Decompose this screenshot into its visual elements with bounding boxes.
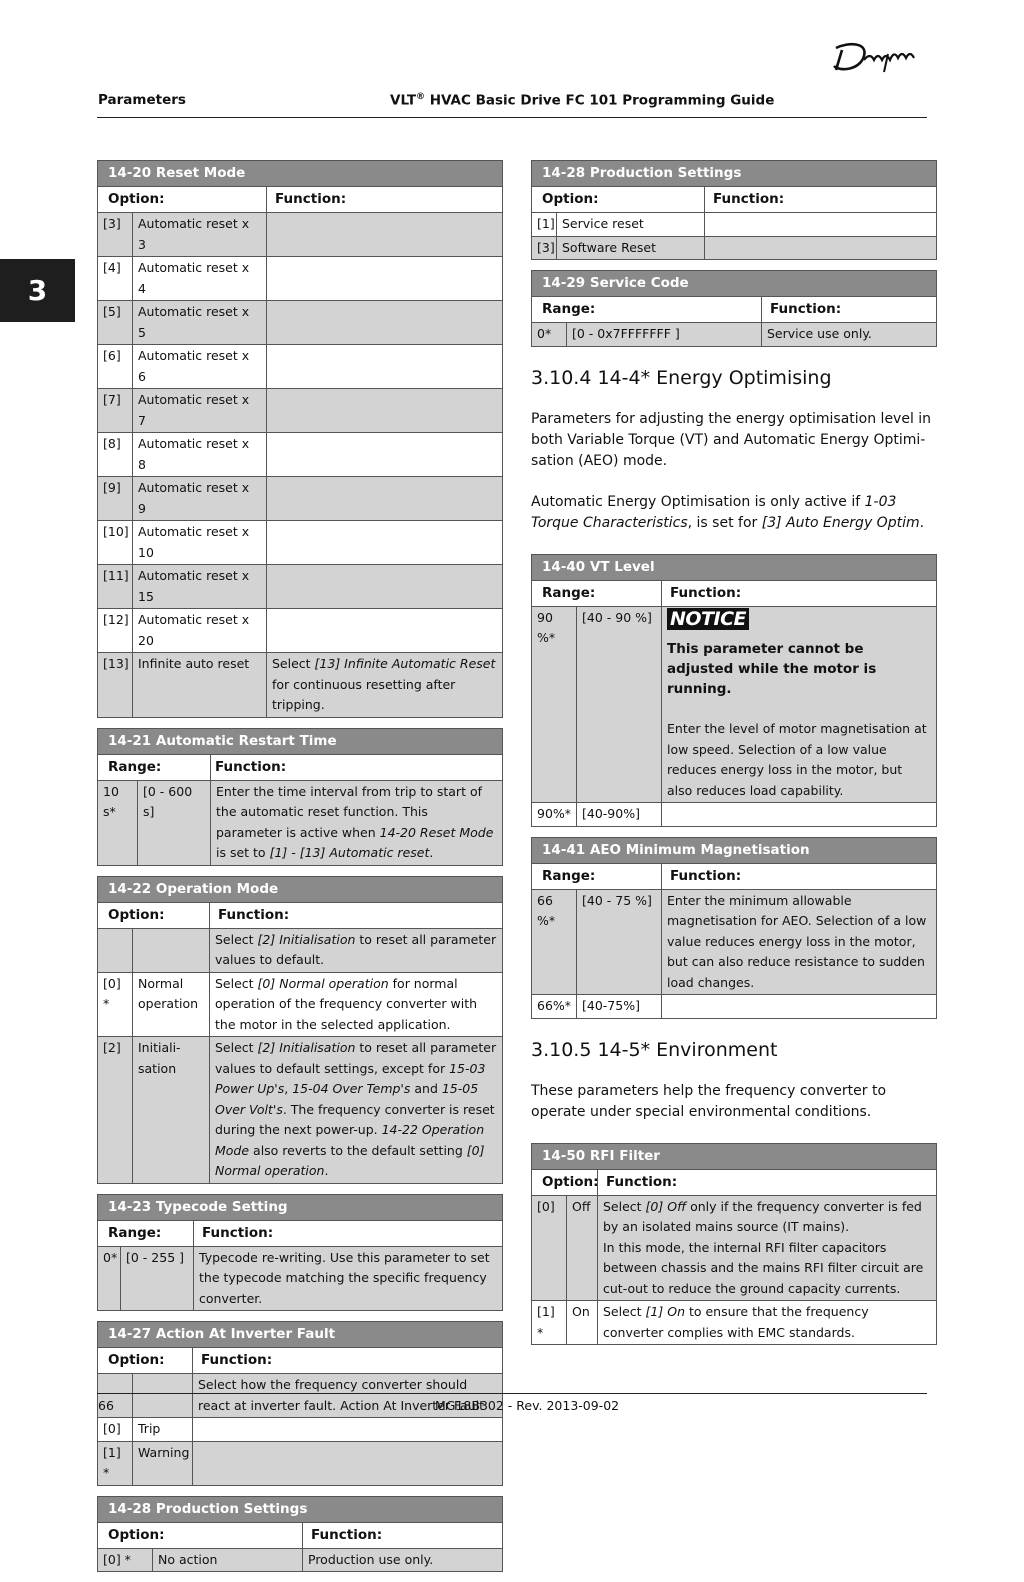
table-14-28-production-settings-cont [531,160,937,260]
col-header-function: Function: [193,1348,503,1374]
option-label: Automatic reset x 3 [133,213,267,257]
header-rule [97,117,927,118]
option-function: Select [0] Normal operation for normal operation of the frequency converter with the motor in the selected application. [210,972,503,1037]
option-code: [1] * [98,1441,133,1485]
paragraph: Parameters for adjusting the energy optimisation level in both Variable Torque (VT) and Automatic Energy Optimi-sation (AEO) mode. [531,410,932,469]
col-header-option: Option: [532,187,705,213]
table-title: 14-41 AEO Minimum Magnetisation [532,837,937,863]
option-label: Software Reset [557,236,705,260]
col-header-function: Function: [662,580,937,606]
option-code: [0] * [98,972,133,1037]
range-value: [0 - 600 s] [138,780,211,865]
col-header-option: Option: [98,187,267,213]
table-14-29-service-code [531,270,937,347]
option-label: No action [153,1548,303,1572]
col-header-range: Range: [98,754,211,780]
option-label: Automatic reset x 15 [133,565,267,609]
option-function: Production use only. [303,1548,503,1572]
range-default: 90 %* [532,606,577,803]
table-14-28-production-settings [97,1496,503,1573]
col-header-function: Function: [762,297,937,323]
function-description: Enter the level of motor magnetisation at low speed. Selection of a low value reduces energy loss in the motor, but also reduces load capability. [667,721,927,798]
option-label: Automatic reset x 20 [133,609,267,653]
table-title: 14-21 Automatic Restart Time [98,728,503,754]
range-default: 66%* [532,995,577,1019]
option-function: Select [1] On to ensure that the frequency converter complies with EMC standards. [598,1301,937,1345]
footer-rule [97,1393,927,1394]
col-header-function: Function: [211,754,503,780]
option-function: Select [0] Off only if the frequency converter is fed by an isolated mains source (IT mains). In this mode, the internal RFI filter capacitors between chassis and the mains RFI filter circuit are cut-out to reduce the ground capacity currents. [598,1195,937,1301]
table-14-23-typecode-setting [97,1194,503,1312]
right-column [531,160,937,1355]
section-heading-3-10-4: 3.10.4 14-4* Energy Optimising [531,366,832,389]
table-title: 14-23 Typecode Setting [98,1194,503,1220]
option-code: [5] [98,301,133,345]
table-title: 14-50 RFI Filter [532,1143,937,1169]
col-header-function: Function: [267,187,503,213]
option-code: [0] * [98,1548,153,1572]
table-title: 14-40 VT Level [532,554,937,580]
table-14-20-reset-mode [97,160,503,718]
range-default: 0* [98,1246,121,1311]
col-header-function: Function: [210,902,503,928]
header-title: VLT® HVAC Basic Drive FC 101 Programming Guide [390,92,775,109]
range-function [662,606,937,803]
range-default: 10 s* [98,780,138,865]
option-function: Select [2] Initialisation to reset all parameter values to default. [210,928,503,972]
table-14-22-operation-mode [97,876,503,1184]
option-label: Automatic reset x 4 [133,257,267,301]
option-function: Select [2] Initialisation to reset all parameter values to default settings, except for 15-03 Power Up's, 15-04 Over Temp's and 15-05 Over Volt's. The frequency converter is reset during the next power-up. 14-22 Operation Mode also reverts to the default setting [0] Normal operation. [210,1037,503,1184]
option-label: Service reset [557,213,705,237]
header-section: Parameters [98,92,186,108]
option-label: Infinite auto reset [133,653,267,718]
range-function: Enter the minimum allowable magnetisation for AEO. Selection of a low value reduces energy loss in the motor, but can also reduce resistance to sudden load changes. [662,889,937,995]
range-default: 66 %* [532,889,577,995]
table-14-41-aeo-minimum-magnetisation [531,837,937,1019]
option-code: [0] [98,1418,133,1442]
option-label: Automatic reset x 7 [133,389,267,433]
option-label: Initiali-sation [133,1037,210,1184]
option-label: Off [567,1195,598,1301]
table-title: 14-22 Operation Mode [98,876,503,902]
option-function: Select [13] Infinite Automatic Reset for continuous resetting after tripping. [267,653,503,718]
table-title: 14-28 Production Settings [532,161,937,187]
col-header-option: Option: [98,902,210,928]
col-header-option: Option: [98,1522,303,1548]
option-code: [1] [532,213,557,237]
range-value: [40 - 90 %] [577,606,662,803]
option-code: [9] [98,477,133,521]
paragraph: These parameters help the frequency converter to operate under special environmental conditions. [531,1082,887,1120]
section-heading-3-10-5: 3.10.5 14-5* Environment [531,1038,778,1061]
col-header-function: Function: [303,1522,503,1548]
option-label: Automatic reset x 9 [133,477,267,521]
notice-badge: NOTICE [667,608,749,630]
option-code: [11] [98,565,133,609]
col-header-range: Range: [98,1220,194,1246]
left-column [97,160,503,1582]
notice-text: This parameter cannot be adjusted while the motor is running. [667,641,877,697]
option-code: [10] [98,521,133,565]
range-function: Service use only. [762,323,937,347]
table-title: 14-28 Production Settings [98,1496,503,1522]
option-code: [7] [98,389,133,433]
option-code: [0] [532,1195,567,1301]
option-label: Automatic reset x 10 [133,521,267,565]
option-label: Normal operation [133,972,210,1037]
table-14-50-rfi-filter [531,1143,937,1346]
danfoss-logo [828,40,928,76]
option-code: [12] [98,609,133,653]
range-function: Typecode re-writing. Use this parameter to set the typecode matching the specific frequency converter. [194,1246,503,1311]
col-header-function: Function: [598,1169,937,1195]
chapter-tab: 3 [0,259,75,322]
option-label: Warning [133,1441,193,1485]
range-value: [0 - 255 ] [121,1246,194,1311]
option-label: Automatic reset x 5 [133,301,267,345]
table-14-21-automatic-restart-time [97,728,503,866]
document-reference: MG18B302 - Rev. 2013-09-02 [435,1398,620,1413]
option-code: [3] [532,236,557,260]
option-code: [2] [98,1037,133,1184]
option-code: [6] [98,345,133,389]
option-label: Automatic reset x 6 [133,345,267,389]
range-value: [40-75%] [577,995,662,1019]
option-code: [13] [98,653,133,718]
option-code: [3] [98,213,133,257]
option-label: Trip [133,1418,193,1442]
page-number: 66 [98,1398,114,1413]
range-function: Enter the time interval from trip to start of the automatic reset function. This parameter is active when 14-20 Reset Mode is set to [1] - [13] Automatic reset. [211,780,503,865]
col-header-function: Function: [194,1220,503,1246]
col-header-function: Function: [662,863,937,889]
option-label: On [567,1301,598,1345]
range-value: [40 - 75 %] [577,889,662,995]
option-code: [4] [98,257,133,301]
table-title: 14-29 Service Code [532,271,937,297]
paragraph: Automatic Energy Optimisation is only active if 1-03 Torque Characteristics, is set for [3] Auto Energy Optim. [531,493,925,531]
col-header-function: Function: [705,187,937,213]
col-header-option: Option: [532,1169,598,1195]
option-function: Select how the frequency converter should react at inverter fault. Action At Inverter Fault [193,1374,503,1418]
col-header-range: Range: [532,580,662,606]
option-code: [8] [98,433,133,477]
range-value: [0 - 0x7FFFFFFF ] [567,323,762,347]
option-code: [1] * [532,1301,567,1345]
range-default: 90%* [532,803,577,827]
option-label: Automatic reset x 8 [133,433,267,477]
table-title: 14-20 Reset Mode [98,161,503,187]
table-14-40-vt-level [531,554,937,827]
col-header-range: Range: [532,863,662,889]
table-title: 14-27 Action At Inverter Fault [98,1322,503,1348]
range-default: 0* [532,323,567,347]
col-header-range: Range: [532,297,762,323]
col-header-option: Option: [98,1348,193,1374]
range-value: [40-90%] [577,803,662,827]
